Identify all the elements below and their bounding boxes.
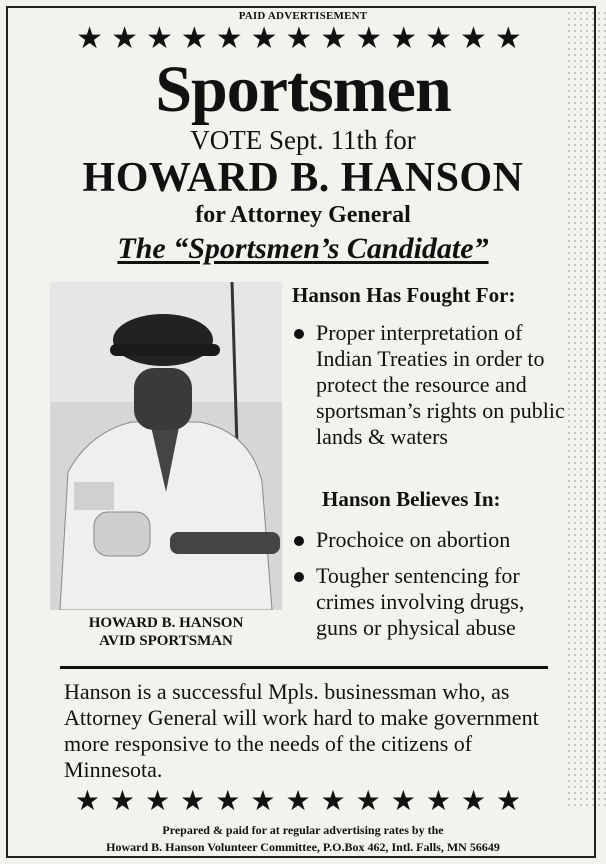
list-item: Proper interpretation of Indian Treaties in order to protect the resource and sportsman’s rights on public lands & waters [290,320,570,450]
headline: Sportsmen [155,53,451,126]
tagline: The “Sportsmen’s Candidate” [117,232,489,265]
office-line: for Attorney General [195,202,411,228]
photo-caption [50,614,282,650]
believes-in-list [290,527,570,651]
candidate-photo [50,282,282,610]
disclaimer-line-1: Prepared & paid for at regular advertising rates by the [162,823,444,837]
list-item: Tougher sentencing for crimes involving drugs, guns or physical abuse [290,563,570,641]
bio-paragraph: Hanson is a successful Mpls. businessman who, as Attorney General will work hard to make government more responsive to the needs of the citizens of Minnesota. [64,679,539,782]
disclaimer-footer [0,822,606,856]
divider-rule [60,666,548,669]
caption-description: AVID SPORTSMAN [99,633,233,649]
paid-advertisement-label: PAID ADVERTISEMENT [238,10,368,22]
bottom-star-row: ★★★★★★★★★★★★★ [74,784,532,817]
candidate-photo-illustration [50,282,282,610]
believes-in-heading: Hanson Believes In: [322,487,501,511]
candidate-name: HOWARD B. HANSON [82,155,524,201]
caption-name: HOWARD B. HANSON [88,615,244,631]
list-item: Prochoice on abortion [290,527,570,553]
fought-for-heading: Hanson Has Fought For: [292,283,516,307]
disclaimer-line-2: Howard B. Hanson Volunteer Committee, P.O.Box 462, Intl. Falls, MN 56649 [106,840,500,854]
fought-for-list [290,320,570,450]
vote-date-line: VOTE Sept. 11th for [190,125,416,155]
top-star-row: ★★★★★★★★★★★★★ [76,21,530,56]
